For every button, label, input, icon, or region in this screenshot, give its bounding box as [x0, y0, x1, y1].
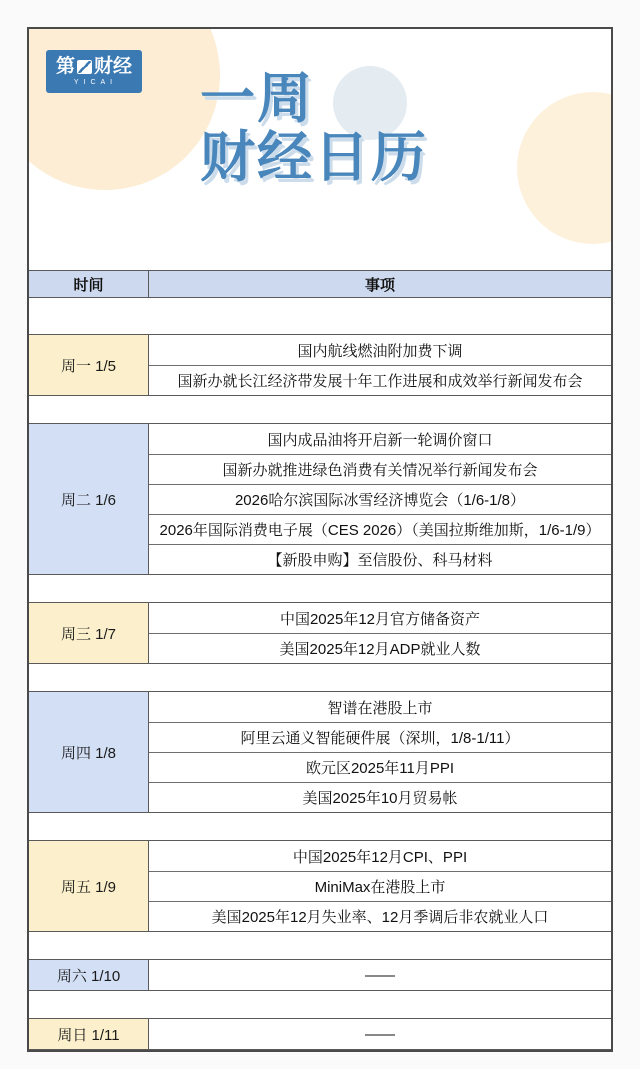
event-cell: 【新股申购】至信股份、科马材料: [149, 544, 611, 574]
calendar-card: [27, 27, 613, 1052]
gap-row: [29, 932, 611, 959]
event-cell: 阿里云通义智能硬件展（深圳，1/8-1/11）: [149, 722, 611, 752]
gap-row: [29, 813, 611, 840]
table-top-spacer: [29, 263, 611, 270]
day-cell: 周四 1/8: [29, 692, 149, 812]
event-cell: 国内成品油将开启新一轮调价窗口: [149, 424, 611, 454]
day-cell: 周一 1/5: [29, 335, 149, 395]
yicai-logo: [46, 50, 142, 93]
header-banner: [29, 29, 611, 263]
day-row-saturday: [29, 959, 611, 991]
day-row-thursday: [29, 691, 611, 813]
event-cell: 美国2025年12月ADP就业人数: [149, 633, 611, 663]
event-cell: 中国2025年12月CPI、PPI: [149, 841, 611, 871]
event-cell: ——: [149, 1019, 611, 1049]
day-row-sunday: [29, 1018, 611, 1050]
event-cell: 欧元区2025年11月PPI: [149, 752, 611, 782]
day-cell: 周六 1/10: [29, 960, 149, 990]
gap-row: [29, 298, 611, 334]
column-header-time: 时间: [29, 271, 149, 297]
event-cell: ——: [149, 960, 611, 990]
event-cell: 美国2025年10月贸易帐: [149, 782, 611, 812]
cream-circle-right: [517, 92, 611, 244]
tv-screen-icon: [77, 60, 92, 74]
page-title-line1: 一周: [200, 67, 315, 129]
page-title: [200, 69, 428, 188]
event-cell: 国内航线燃油附加费下调: [149, 335, 611, 365]
event-cell: 中国2025年12月官方储备资产: [149, 603, 611, 633]
event-cell: 2026年国际消费电子展（CES 2026）（美国拉斯维加斯，1/6-1/9）: [149, 514, 611, 544]
event-cell: 2026哈尔滨国际冰雪经济博览会（1/6-1/8）: [149, 484, 611, 514]
day-row-friday: [29, 840, 611, 932]
event-cell: 美国2025年12月失业率、12月季调后非农就业人口: [149, 901, 611, 931]
event-cell: 国新办就推进绿色消费有关情况举行新闻发布会: [149, 454, 611, 484]
day-row-tuesday: [29, 423, 611, 575]
event-cell: 国新办就长江经济带发展十年工作进展和成效举行新闻发布会: [149, 365, 611, 395]
yicai-logo-text: [56, 57, 132, 76]
logo-suffix: 财经: [94, 56, 133, 77]
gap-row: [29, 664, 611, 691]
logo-prefix: 第: [55, 56, 75, 77]
gap-row: [29, 991, 611, 1018]
day-cell: 周日 1/11: [29, 1019, 149, 1049]
day-cell: 周五 1/9: [29, 841, 149, 931]
day-cell: 周二 1/6: [29, 424, 149, 574]
day-cell: 周三 1/7: [29, 603, 149, 663]
gap-row: [29, 575, 611, 602]
table-header-row: [29, 270, 611, 298]
event-cell: 智谱在港股上市: [149, 692, 611, 722]
yicai-logo-subtext: YICAI: [73, 79, 118, 86]
day-row-monday: [29, 334, 611, 396]
column-header-event: 事项: [364, 276, 395, 294]
day-row-wednesday: [29, 602, 611, 664]
gap-row: [29, 396, 611, 423]
event-cell: MiniMax在港股上市: [149, 871, 611, 901]
page-title-line2: 财经日历: [200, 126, 429, 189]
